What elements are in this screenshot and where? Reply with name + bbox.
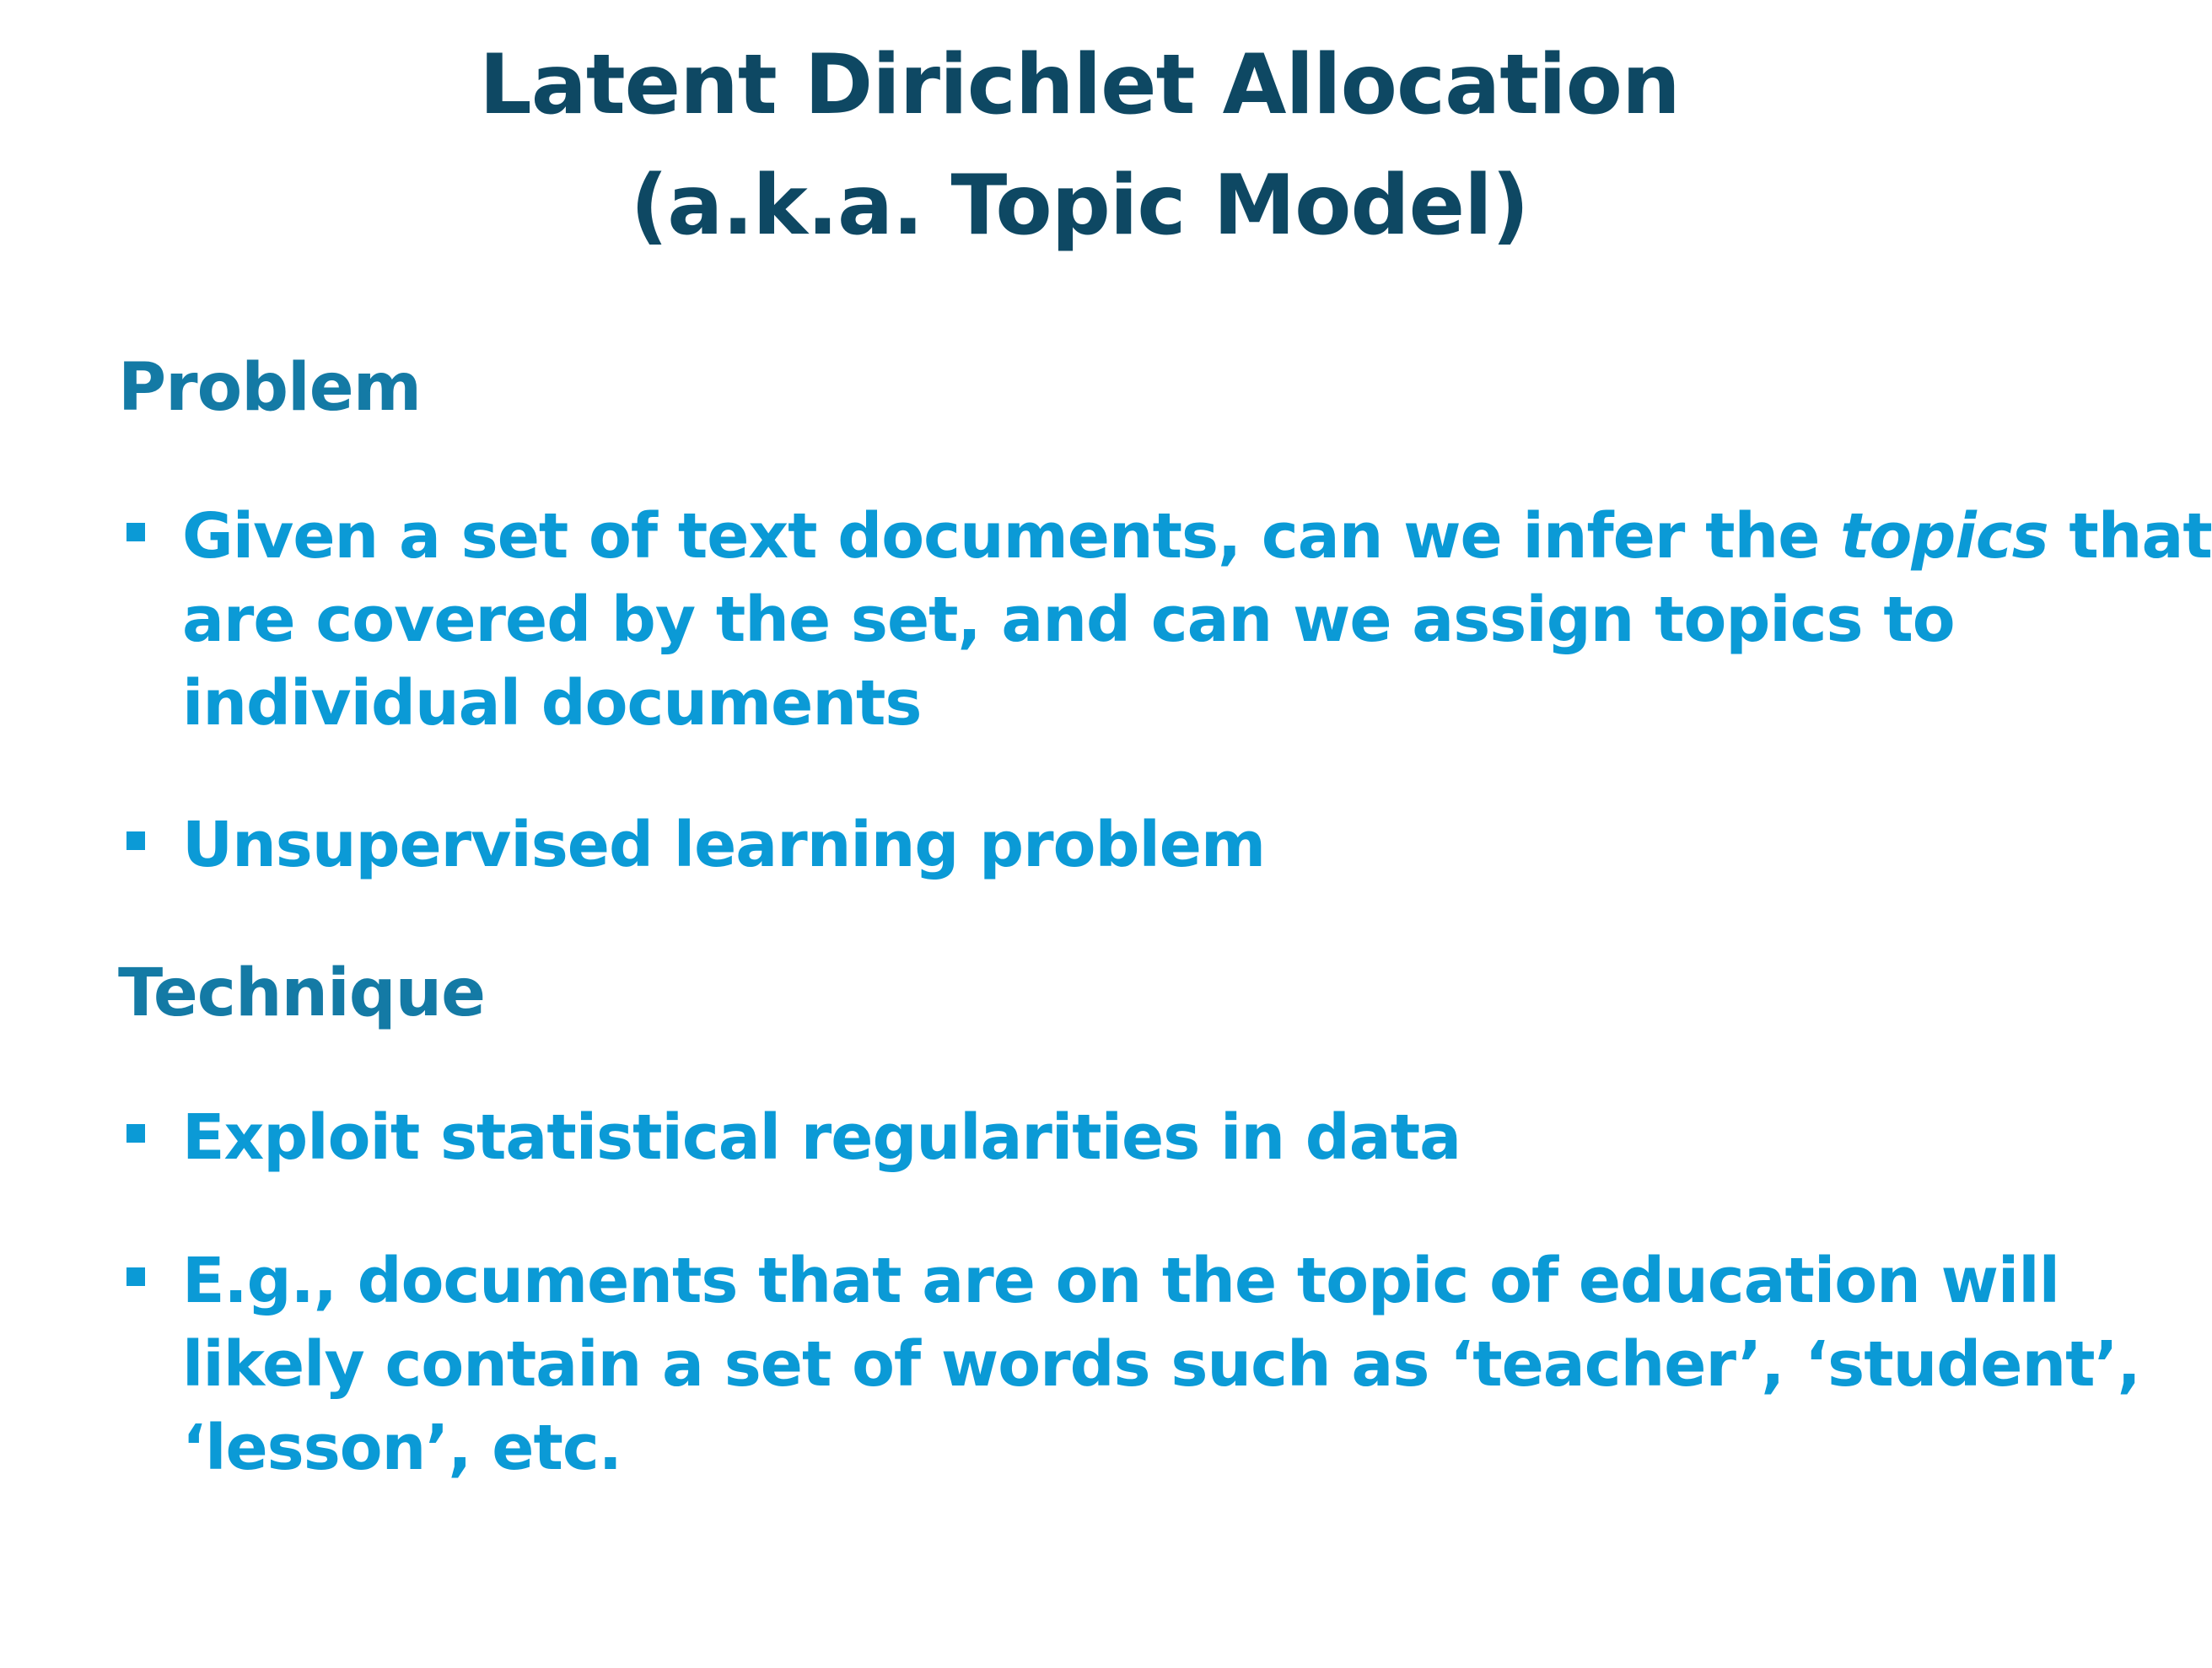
square-bullet-icon (126, 831, 145, 850)
bullet-text (182, 1240, 2140, 1490)
bullet-line: Unsupervised learning problem (182, 809, 1266, 881)
bullet-line: individual documents (182, 667, 922, 740)
square-bullet-icon (126, 523, 145, 541)
bullet-line: ‘lesson’, etc. (182, 1412, 622, 1484)
square-bullet-icon (126, 1124, 145, 1143)
bullet-line: Exploit statistical regularities in data (182, 1101, 1461, 1174)
section-heading-technique: Technique (118, 955, 486, 1031)
bullet-text-segment: Given a set of text documents, can we infer the (182, 500, 1841, 573)
section-heading-problem: Problem (118, 350, 421, 426)
slide-title (0, 25, 2159, 266)
bullet-line: E.g., documents that are on the topic of education will (182, 1245, 2060, 1317)
bullet-text-segment: that (2048, 500, 2212, 573)
bullet-line: are covered by the set, and can we assign topics to (182, 584, 1955, 656)
slide-title-line-2: (a.k.a. Topic Model) (630, 158, 1529, 254)
square-bullet-icon (126, 1267, 145, 1286)
bullet-text (182, 1096, 2080, 1180)
bullet-line (182, 495, 2212, 578)
slide-title-line-1: Latent Dirichlet Allocation (479, 37, 1680, 133)
bullet-text (182, 495, 2212, 745)
bullet-text (182, 804, 2080, 887)
bullet-line: likely contain a set of words such as ‘teacher’, ‘student’, (182, 1328, 2140, 1401)
emphasis-topics: topics (1840, 500, 2048, 573)
